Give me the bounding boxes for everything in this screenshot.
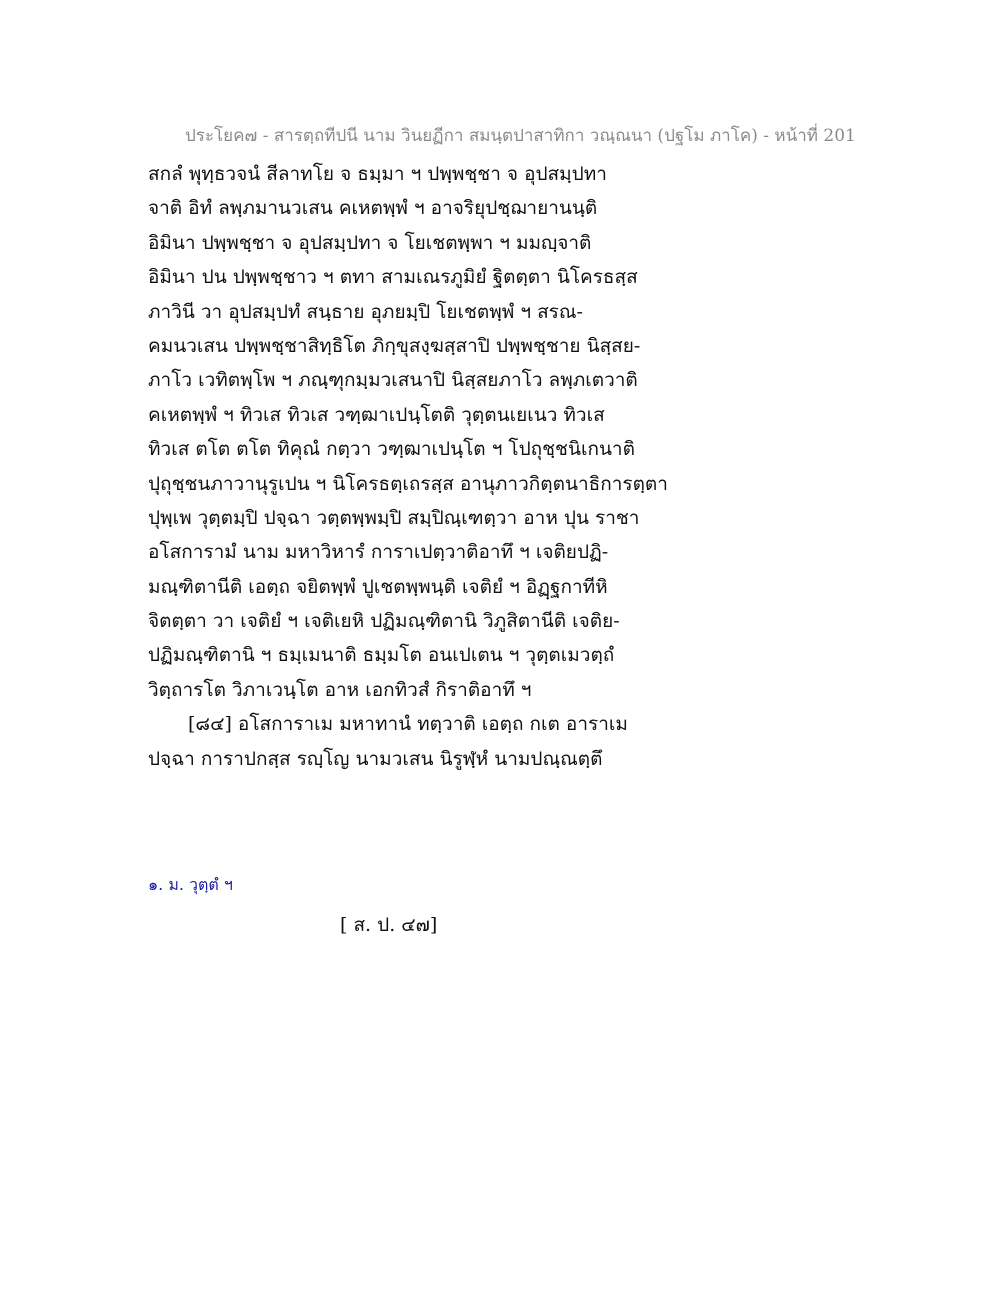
text-line: วิตฺถารโต วิภาเวนฺโต อาห เอกทิวสํ กิราติอาทึ ฯ bbox=[148, 678, 532, 701]
text-line: ภาวินี วา อุปสมฺปทํ สนฺธาย อุภยมฺปิ โยเชตพฺพํ ฯ สรณ- bbox=[148, 300, 583, 323]
text-line: ปฏิมณฺฑิตานิ ฯ ธมฺเมนาติ ธมฺมโต อนเปเตน ฯ วุตฺตเมวตฺถํ bbox=[148, 644, 615, 667]
text-line: ปจฺฉา การาปกสฺส รญฺโญ นามวเสน นิรูฬฺหํ นามปณฺณตฺตึ bbox=[148, 747, 603, 770]
text-line: มณฺฑิตานีติ เอตฺถ จยิตพฺพํ ปูเชตพฺพนฺติ เจติยํ ฯ อิฏฺฐกาทีหิ bbox=[148, 575, 608, 598]
page-reference: [ ส. ป. ๔๗] bbox=[340, 914, 438, 936]
footnote: ๑. ม. วุตฺตํ ฯ bbox=[148, 875, 233, 894]
text-line: คเหตพฺพํ ฯ ทิวเส ทิวเส วฑฺฒาเปนฺโตติ วุตฺตนเยเนว ทิวเส bbox=[148, 403, 605, 426]
text-line: จาติ อิทํ ลพฺภมานวเสน คเหตพฺพํ ฯ อาจริยุปชฺฌายานนฺติ bbox=[148, 197, 598, 220]
paragraph-start-line: [๘๔] อโสการาเม มหาทานํ ทตฺวาติ เอตฺถ กเต อาราเม bbox=[188, 713, 628, 736]
text-line: สกลํ พุทฺธวจนํ สีลาทโย จ ธมฺมา ฯ ปพฺพชฺชา จ อุปสมฺปทา bbox=[148, 163, 607, 185]
text-line: ปุถุชฺชนภาวานุรูเปน ฯ นิโครธตฺเถรสฺส อานุภาวกิตฺตนาธิการตฺตา bbox=[148, 472, 668, 495]
text-line: ทิวเส ตโต ตโต ทิคุณํ กตฺวา วฑฺฒาเปนฺโต ฯ โปถุชฺชนิเกนาติ bbox=[148, 438, 635, 461]
text-line: จิตตฺตา วา เจติยํ ฯ เจติเยหิ ปฏิมณฺฑิตานิ วิภูสิตานีติ เจติย- bbox=[148, 610, 620, 633]
text-line: อิมินา ปน ปพฺพชฺชาว ฯ ตทา สามเณรภูมิยํ ฐิตตฺตา นิโครธสฺส bbox=[148, 266, 638, 289]
text-line: ภาโว เวทิตพฺโพ ฯ ภณฺฑุกมฺมวเสนาปิ นิสฺสยภาโว ลพฺภเตวาติ bbox=[148, 369, 638, 392]
text-line: อโสการามํ นาม มหาวิหารํ การาเปตฺวาติอาทึ ฯ เจติยปฏิ- bbox=[148, 541, 609, 564]
running-header: ประโยค๗ - สารตฺถทีปนี นาม วินยฏีกา สมนฺตปาสาทิกา วณฺณนา (ปฐโม ภาโค) - หน้าที่ 201 bbox=[185, 126, 856, 146]
text-line: อิมินา ปพฺพชฺชา จ อุปสมฺปทา จ โยเชตพฺพา ฯ มมญฺจาติ bbox=[148, 231, 592, 254]
text-line: ปุพฺเพ วุตฺตมฺปิ ปจฺฉา วตฺตพฺพมฺปิ สมฺปิณฺเฑตฺวา อาห ปุน ราชา bbox=[148, 506, 640, 529]
text-line: คมนวเสน ปพฺพชฺชาสิทฺธิโต ภิกฺขุสงฺฆสฺสาปิ ปพฺพชฺชาย นิสฺสย- bbox=[148, 334, 641, 357]
body-text bbox=[148, 157, 708, 776]
